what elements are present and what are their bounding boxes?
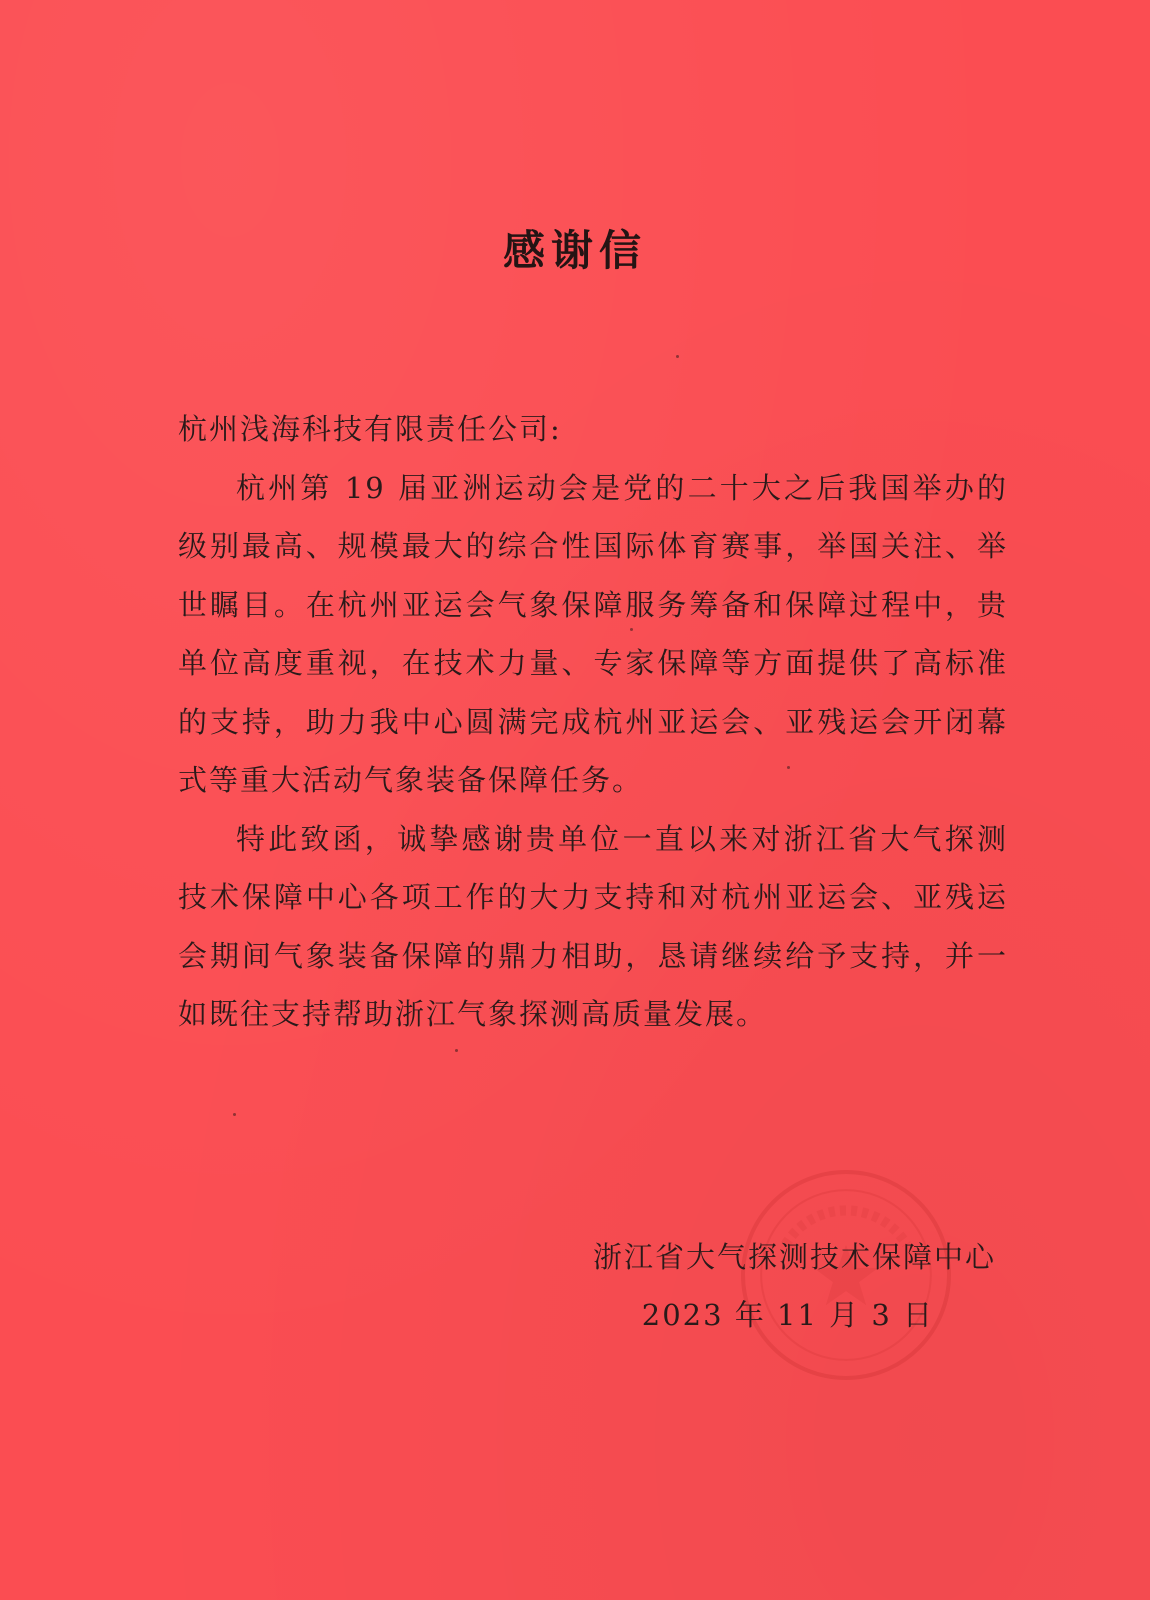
paper-speck bbox=[630, 628, 633, 631]
signature-block bbox=[540, 1228, 996, 1344]
paragraph-2: 特此致函，诚挚感谢贵单位一直以来对浙江省大气探测技术保障中心各项工作的大力支持和对杭州亚运会、亚残运会期间气象装备保障的鼎力相助，恳请继续给予支持，并一如既往支持帮助浙江气象探测高质量发展。 bbox=[178, 821, 1008, 1031]
paper-speck bbox=[455, 1049, 458, 1052]
paper-speck bbox=[676, 355, 679, 358]
letter-title: 感谢信 bbox=[502, 226, 647, 275]
paper-speck bbox=[233, 1113, 236, 1116]
letter-date: 2023 年 11 月 3 日 bbox=[641, 1298, 934, 1332]
paper-speck bbox=[787, 766, 790, 769]
letter-body bbox=[178, 400, 1008, 1044]
paragraph-1: 杭州第 19 届亚洲运动会是党的二十大之后我国举办的级别最高、规模最大的综合性国际体育赛事，举国关注、举世瞩目。在杭州亚运会气象保障服务筹备和保障过程中，贵单位高度重视，在技术力量、专家保障等方面提供了高标准的支持，助力我中心圆满完成杭州亚运会、亚残运会开闭幕式等重大活动气象装备保障任务。 bbox=[178, 470, 1008, 797]
sender-organization: 浙江省大气探测技术保障中心 bbox=[592, 1240, 996, 1274]
salutation: 杭州浅海科技有限责任公司: bbox=[178, 412, 562, 446]
